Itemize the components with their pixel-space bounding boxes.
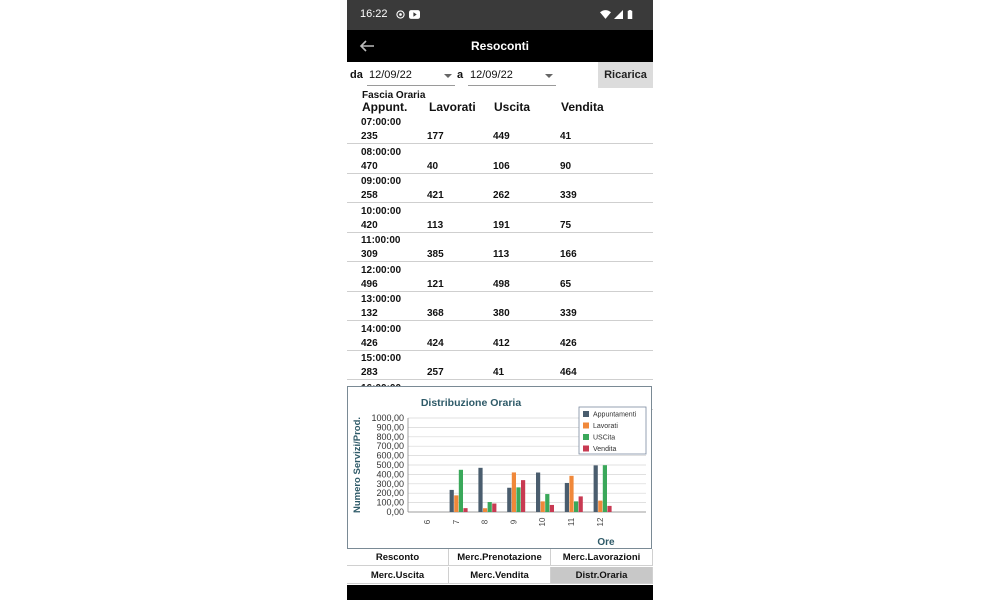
bar-vendita-10	[550, 505, 554, 512]
y-tick-label: 200,00	[376, 488, 404, 499]
table-row	[347, 203, 653, 233]
chart-panel	[347, 386, 652, 549]
reload-button[interactable]: Ricarica	[598, 62, 653, 88]
row-cell: 41	[493, 367, 505, 378]
row-cell: 40	[427, 160, 439, 172]
bottom-tabs	[347, 549, 653, 585]
bar-vendita-11	[579, 496, 583, 512]
bar-appuntamenti-9	[507, 488, 511, 512]
row-cell: 464	[560, 367, 577, 378]
x-axis-label: Ore	[597, 537, 615, 548]
bar-uscita-8	[488, 502, 492, 512]
legend-swatch	[583, 446, 589, 452]
y-tick-label: 0,00	[386, 507, 404, 517]
battery-icon	[627, 10, 633, 19]
bar-vendita-7	[463, 508, 467, 512]
status-bar	[347, 0, 653, 30]
row-cell: 235	[361, 131, 378, 142]
page-title: Resoconti	[470, 39, 529, 53]
row-cell: 65	[560, 278, 572, 290]
to-dropdown-arrow-icon[interactable]	[545, 74, 553, 78]
row-cell: 426	[560, 337, 577, 349]
tab-merc-lavorazioni[interactable]: Merc.Lavorazioni	[551, 549, 653, 566]
x-tick-label: 6	[423, 519, 432, 525]
from-date-underline	[367, 85, 455, 86]
x-tick-label: 11	[567, 517, 576, 527]
bar-lavorati-10	[541, 501, 545, 512]
table-row	[347, 114, 653, 144]
bar-lavorati-8	[483, 508, 487, 512]
y-tick-label: 1000,00	[371, 413, 404, 423]
table-row	[347, 262, 653, 292]
x-tick-label: 12	[595, 517, 605, 527]
bar-appuntamenti-11	[565, 483, 569, 512]
row-time: 08:00:00	[361, 146, 402, 158]
row-cell: 420	[361, 219, 378, 231]
column-header-vendita: Vendita	[561, 100, 604, 114]
row-cell: 426	[361, 337, 378, 349]
x-tick-label: 8	[480, 519, 490, 525]
y-tick-label: 500,00	[376, 460, 404, 470]
legend-swatch	[583, 434, 589, 440]
x-tick-label: 7	[451, 519, 461, 525]
legend-label: Appuntamenti	[593, 411, 637, 419]
row-cell: 368	[427, 308, 444, 319]
y-tick-label: 300,00	[376, 478, 404, 489]
wifi-icon	[600, 10, 611, 19]
phone-screen	[347, 0, 653, 600]
column-header-uscita: Uscita	[494, 100, 531, 114]
notification-icon	[395, 10, 406, 19]
y-tick-label: 400,00	[376, 469, 404, 480]
bar-lavorati-9	[512, 472, 516, 512]
bar-appuntamenti-10	[536, 473, 540, 512]
row-cell: 132	[361, 308, 378, 319]
table-row	[347, 173, 653, 203]
from-date-value[interactable]: 12/09/22	[369, 69, 412, 81]
row-time: 15:00:00	[361, 353, 402, 364]
row-cell: 41	[560, 131, 572, 142]
to-label: a	[457, 69, 464, 81]
row-cell: 498	[493, 278, 510, 290]
bar-uscita-7	[459, 470, 463, 512]
row-cell: 75	[560, 219, 572, 231]
row-time: 11:00:00	[361, 235, 401, 246]
row-time: 07:00:00	[361, 117, 402, 128]
youtube-icon	[409, 10, 420, 19]
row-cell: 339	[560, 308, 577, 319]
hourly-table	[347, 90, 653, 386]
row-cell: 412	[493, 337, 510, 349]
x-tick-label: 10	[538, 517, 548, 527]
y-tick-label: 700,00	[376, 441, 404, 452]
to-date-underline	[468, 85, 556, 86]
bar-lavorati-12	[598, 501, 602, 512]
row-cell: 177	[427, 131, 444, 142]
row-cell: 121	[427, 278, 444, 290]
to-date-value[interactable]: 12/09/22	[470, 69, 513, 81]
table-row	[347, 232, 653, 262]
column-header-appunt: Appunt.	[362, 100, 408, 114]
column-header-lavorati: Lavorati	[429, 100, 476, 114]
row-cell: 339	[560, 190, 577, 201]
bar-lavorati-7	[454, 495, 458, 512]
bar-lavorati-11	[569, 476, 573, 512]
table-row	[347, 350, 653, 380]
row-cell: 257	[427, 367, 444, 378]
y-tick-label: 600,00	[376, 450, 404, 461]
row-cell: 496	[361, 278, 378, 290]
system-nav-bar	[347, 585, 653, 600]
tab-merc-prenotazione[interactable]: Merc.Prenotazione	[449, 549, 551, 566]
tab-distr-oraria[interactable]: Distr.Oraria	[551, 567, 653, 584]
bar-uscita-11	[574, 501, 578, 512]
row-cell: 424	[427, 337, 444, 349]
row-cell: 470	[361, 160, 378, 172]
row-time: 12:00:00	[361, 264, 402, 276]
chart-title: Distribuzione Oraria	[420, 397, 522, 409]
bar-vendita-12	[607, 506, 611, 512]
y-tick-label: 100,00	[376, 497, 404, 508]
from-dropdown-arrow-icon[interactable]	[444, 74, 452, 78]
tab-merc-uscita[interactable]: Merc.Uscita	[347, 567, 449, 584]
row-cell: 106	[493, 160, 510, 172]
tab-resoconto[interactable]: Resconto	[347, 549, 449, 566]
bar-appuntamenti-8	[478, 468, 482, 512]
legend-label: Vendita	[593, 446, 617, 453]
tab-merc-vendita[interactable]: Merc.Vendita	[449, 567, 551, 584]
legend-swatch	[583, 411, 589, 417]
row-cell: 113	[493, 249, 510, 260]
row-cell: 191	[493, 219, 510, 231]
bar-vendita-9	[521, 480, 525, 512]
table-row	[347, 144, 653, 174]
y-tick-label: 900,00	[376, 422, 404, 433]
bar-uscita-9	[516, 487, 520, 512]
row-cell: 258	[361, 190, 378, 201]
row-cell: 380	[493, 308, 510, 319]
legend-label: Lavorati	[593, 423, 618, 430]
bar-vendita-8	[492, 504, 496, 512]
signal-icon	[613, 10, 624, 19]
row-cell: 385	[427, 249, 444, 260]
row-cell: 421	[427, 190, 444, 201]
row-time: 09:00:00	[361, 176, 402, 187]
table-group-header: Fascia Oraria	[362, 90, 426, 101]
row-cell: 113	[427, 219, 444, 231]
status-time: 16:22	[360, 8, 388, 20]
bar-uscita-12	[603, 465, 607, 512]
y-tick-label: 800,00	[376, 431, 404, 442]
row-cell: 90	[560, 160, 572, 172]
bar-chart	[348, 387, 653, 550]
from-label: da	[350, 69, 363, 81]
row-cell: 449	[493, 131, 510, 142]
legend-swatch	[583, 423, 589, 429]
app-bar	[347, 30, 653, 62]
row-time: 13:00:00	[361, 294, 402, 305]
row-time: 10:00:00	[361, 205, 402, 217]
row-cell: 262	[493, 190, 510, 201]
row-cell: 283	[361, 367, 378, 378]
row-cell: 166	[560, 249, 577, 260]
bar-appuntamenti-12	[594, 465, 598, 512]
bar-uscita-10	[545, 494, 549, 512]
table-row	[347, 291, 653, 321]
table-row	[347, 321, 653, 351]
row-cell: 309	[361, 249, 378, 260]
y-axis-label: Numero Servizi/Prod.	[352, 416, 363, 514]
bar-appuntamenti-7	[450, 490, 454, 512]
legend-label: USCita	[593, 434, 616, 442]
row-time: 14:00:00	[361, 323, 402, 335]
x-tick-label: 9	[509, 519, 519, 525]
